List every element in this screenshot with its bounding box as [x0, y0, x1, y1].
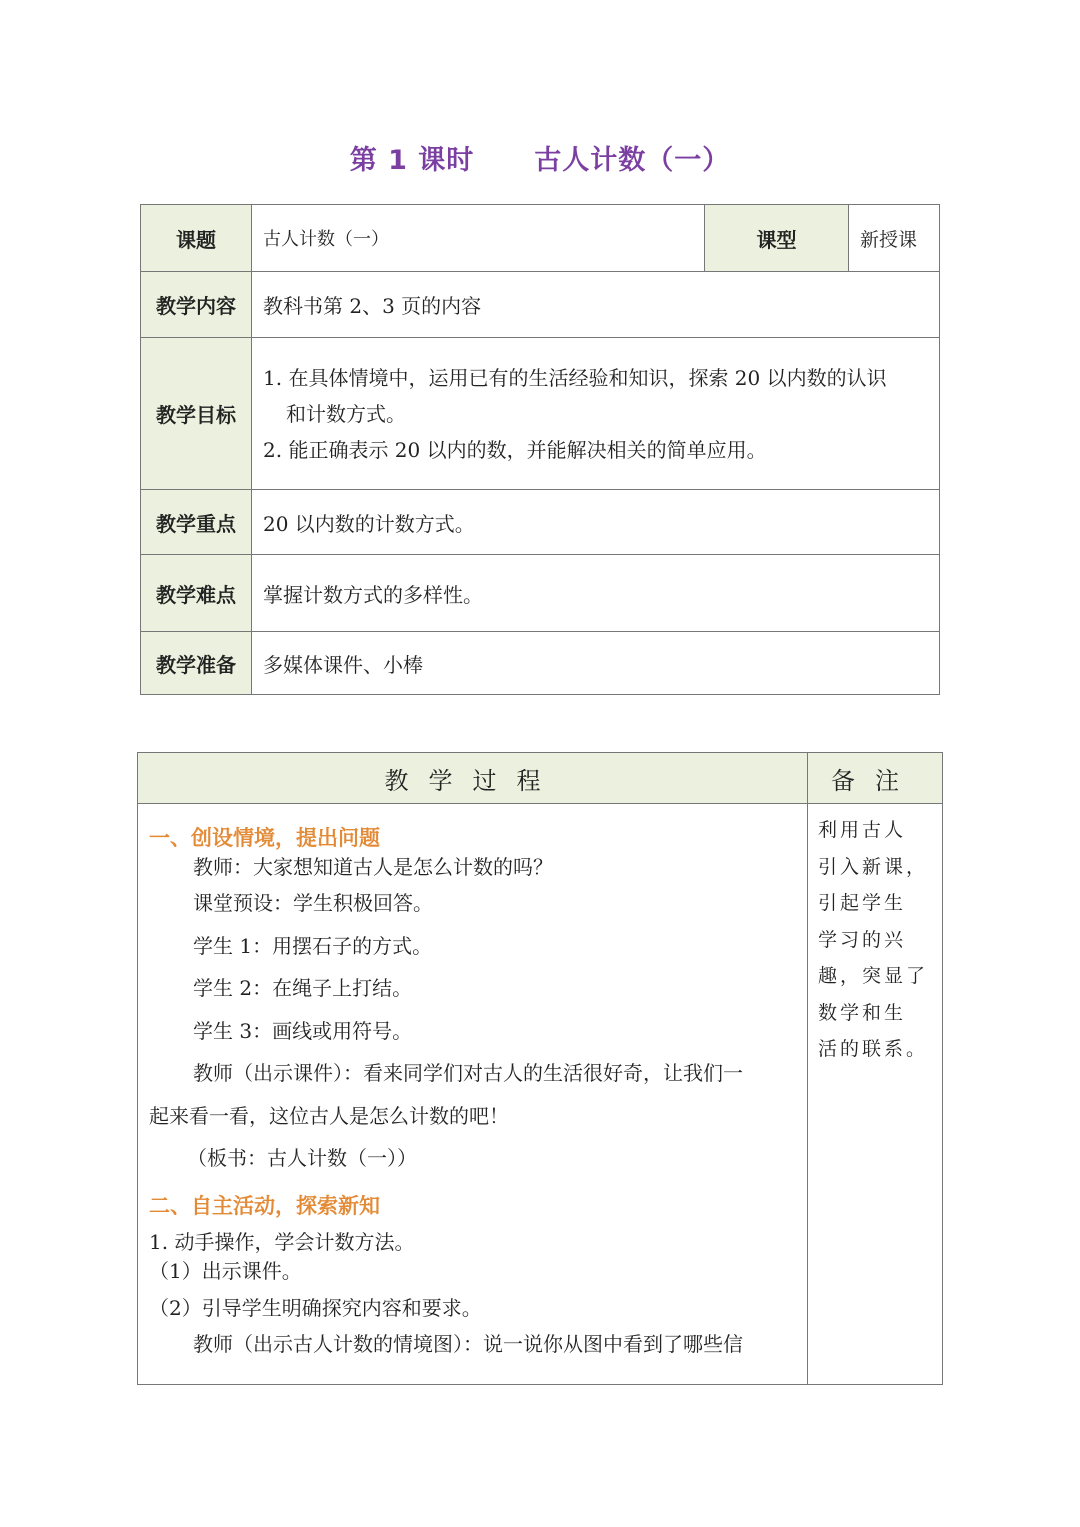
- lesson-topic: 古人计数（一）: [534, 145, 731, 176]
- section-2-heading: 二、自主活动，探索新知: [149, 1194, 380, 1218]
- goal-line-1: 1. 在具体情境中，运用已有的生活经验和知识，探索 20 以内数的认识: [263, 365, 887, 390]
- difficulty-row: [141, 555, 940, 632]
- note-content: [808, 804, 943, 1385]
- goal-value: [252, 338, 940, 490]
- prep-row: [141, 632, 940, 695]
- s2-line-4: 教师（出示古人计数的情境图）：说一说你从图中看到了哪些信: [193, 1332, 743, 1356]
- goal-line-2: 2. 能正确表示 20 以内的数，并能解决相关的简单应用。: [263, 437, 767, 462]
- goal-label: 教学目标: [141, 338, 252, 490]
- process-header: 教学过程: [138, 753, 808, 804]
- note-line: 学习的兴: [818, 928, 907, 951]
- note-line: 活的联系。: [818, 1038, 929, 1060]
- topic-label: 课题: [141, 205, 252, 272]
- page-title: [0, 138, 1080, 177]
- section-1-heading: 一、创设情境，提出问题: [149, 826, 380, 850]
- key-point-row: [141, 490, 940, 555]
- content-value: 教科书第 2、3 页的内容: [252, 272, 940, 338]
- process-header-row: [138, 753, 943, 804]
- s2-line-2: （1）出示课件。: [149, 1259, 302, 1283]
- teaching-process-table: [137, 752, 943, 1385]
- key-point-label: 教学重点: [141, 490, 252, 555]
- goal-line-1-cont: 和计数方式。: [286, 401, 406, 426]
- difficulty-value: 掌握计数方式的多样性。: [252, 555, 940, 632]
- process-content: [138, 804, 808, 1385]
- s1-line-1: 教师：大家想知道古人是怎么计数的吗？: [193, 855, 553, 879]
- goal-row: [141, 338, 940, 490]
- note-line: 引起学生: [818, 892, 907, 914]
- topic-row: [141, 205, 940, 272]
- s2-line-3: （2）引导学生明确探究内容和要求。: [149, 1296, 482, 1320]
- note-header: 备注: [808, 753, 943, 804]
- s1-line-2: 课堂预设：学生积极回答。: [193, 891, 433, 915]
- lesson-number: 第 1 课时: [349, 145, 475, 176]
- s1-line-3: 学生 1：用摆石子的方式。: [193, 934, 433, 958]
- prep-value: 多媒体课件、小棒: [252, 632, 940, 695]
- note-line: 利用古人: [818, 819, 907, 841]
- s1-line-6: 教师（出示课件）：看来同学们对古人的生活很好奇，让我们一: [193, 1061, 743, 1085]
- key-point-value: 20 以内数的计数方式。: [252, 490, 940, 555]
- difficulty-label: 教学难点: [141, 555, 252, 632]
- content-label: 教学内容: [141, 272, 252, 338]
- s1-line-7: （板书：古人计数（一））: [187, 1146, 417, 1170]
- s1-line-6-cont: 起来看一看，这位古人是怎么计数的吧！: [149, 1104, 509, 1128]
- topic-value: 古人计数（一）: [252, 205, 705, 272]
- type-value: 新授课: [849, 205, 940, 272]
- type-label: 课型: [705, 205, 849, 272]
- s1-line-5: 学生 3：画线或用符号。: [193, 1019, 413, 1043]
- prep-label: 教学准备: [141, 632, 252, 695]
- lesson-info-table: [140, 204, 940, 695]
- s2-line-1: 1. 动手操作，学会计数方法。: [149, 1230, 415, 1254]
- content-row: [141, 272, 940, 338]
- note-line: 数学和生: [818, 1001, 907, 1024]
- note-line: 趣，突显了: [818, 965, 929, 987]
- s1-line-4: 学生 2：在绳子上打结。: [193, 976, 413, 1000]
- process-body-row: [138, 804, 943, 1385]
- note-line: 引入新课，: [818, 855, 929, 878]
